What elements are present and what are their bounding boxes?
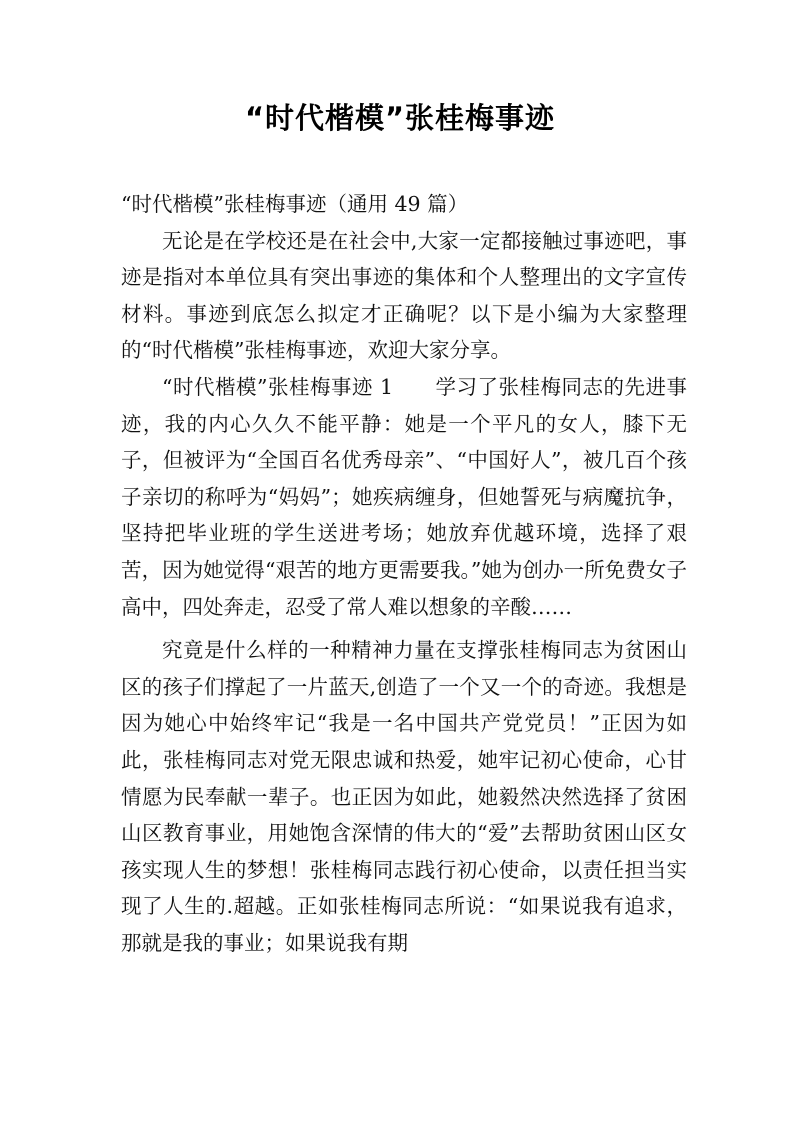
paragraph-deed-1: “时代楷模”张桂梅事迹 1 学习了张桂梅同志的先进事迹，我的内心久久不能平静：她是一个平凡的女人，膝下无子，但被评为“全国百名优秀母亲”、“中国好人”，被几百个孩子亲切的称呼为“妈妈”；她疾病缠身，但她誓死与病魔抗争，坚持把毕业班的学生送进考场；她放弃优越环境，选择了艰苦，因为她觉得“艰苦的地方更需要我。”她为创办一所免费女子高中，四处奔走，忍受了常人难以想象的辛酸……: [121, 374, 687, 619]
document-subtitle: “时代楷模”张桂梅事迹（通用 49 篇）: [121, 192, 469, 216]
paragraph-intro: 无论是在学校还是在社会中,大家一定都接触过事迹吧，事迹是指对本单位具有突出事迹的集体和个人整理出的文字宣传材料。事迹到底怎么拟定才正确呢？以下是小编为大家整理的“时代楷模”张桂梅事迹，欢迎大家分享。: [121, 228, 687, 363]
document-title: “时代楷模”张桂梅事迹: [244, 101, 556, 135]
document-body: [121, 186, 687, 961]
paragraph-reflection: 究竟是什么样的一种精神力量在支撑张桂梅同志为贫困山区的孩子们撑起了一片蓝天,创造了一个又一个的奇迹。我想是因为她心中始终牢记“我是一名中国共产党党员！”正因为如此，张桂梅同志对党无限忠诚和热爱，她牢记初心使命，心甘情愿为民奉献一辈子。也正因为如此，她毅然决然选择了贫困山区教育事业，用她饱含深情的伟大的“爱”去帮助贫困山区女孩实现人生的梦想！张桂梅同志践行初心使命，以责任担当实现了人生的.超越。正如张桂梅同志所说：“如果说我有追求，那就是我的事业；如果说我有期: [121, 638, 687, 955]
